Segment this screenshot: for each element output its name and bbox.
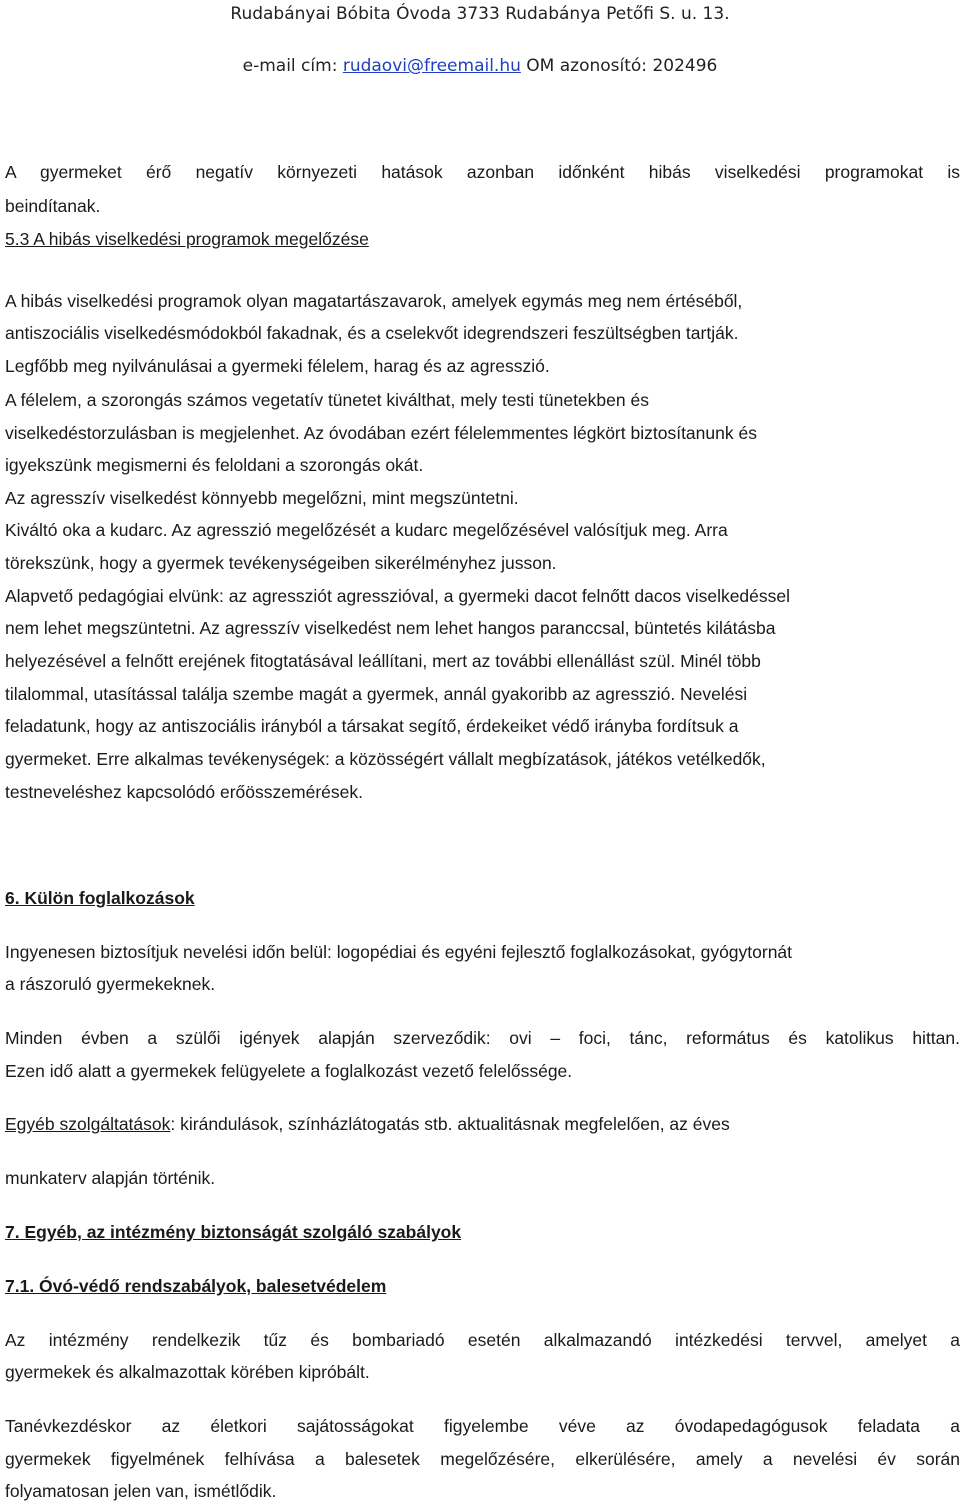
section-6-p2-line: Ezen idő alatt a gyermekek felügyelete a foglalkozást vezető felelőssége.	[5, 1061, 573, 1081]
para-line: feladatunk, hogy az antiszociális irányból a társakat segítő, érdekeiket védő irányba fordítsuk a	[5, 716, 739, 736]
para-line: törekszünk, hogy a gyermek tevékenységeiben sikerélményhez jusson.	[5, 553, 557, 573]
para-line: tilalommal, utasítással találja szembe magát a gyermek, annál gyakoribb az agresszió. Nevelési	[5, 684, 748, 704]
para-line: nem lehet megszüntetni. Az agresszív viselkedést nem lehet hangos paranccsal, büntetés kilátásba	[5, 618, 776, 638]
section-7-p2-line: folyamatosan jelen van, ismétlődik.	[5, 1481, 277, 1501]
para-line: Alapvető pedagógiai elvünk: az agressziót agresszióval, a gyermeki dacot felnőtt dacos viselkedéssel	[5, 586, 791, 606]
section-6-p3-line	[5, 1114, 960, 1135]
section-6-p3-line: munkaterv alapján történik.	[5, 1168, 216, 1188]
other-services-label: Egyéb szolgáltatások	[5, 1114, 171, 1134]
para-line: testneveléshez kapcsolódó erőösszemérések.	[5, 782, 363, 802]
section-5-3-heading-text: 5.3 A hibás viselkedési programok megelőzése	[5, 229, 369, 249]
para-line: igyekszünk megismerni és feloldani a szorongás okát.	[5, 455, 424, 475]
para-line: helyezésével a felnőtt erejének fitogtatásával leállítani, mert az további ellenállást szül. Minél több	[5, 651, 761, 671]
intro-line-1: A gyermeket érő negatív környezeti hatások azonban időnként hibás viselkedési programokat is	[5, 162, 960, 182]
section-7-p1-line: gyermekek és alkalmazottak körében kipróbált.	[5, 1362, 370, 1382]
para-line: gyermeket. Erre alkalmas tevékenységek: a közösségért vállalt megbízatások, játékos vetélkedők,	[5, 749, 766, 769]
section-5-3-heading	[5, 229, 960, 250]
email-label: e-mail cím:	[242, 56, 343, 76]
section-6-heading-text: 6. Külön foglalkozások	[5, 888, 195, 908]
section-7-p2-line: gyermekek figyelmének felhívása a balesetek megelőzésére, elkerülésére, amely a nevelési év során	[5, 1449, 960, 1469]
header-line-address: Rudabányai Bóbita Óvoda 3733 Rudabánya Petőfi S. u. 13.	[230, 4, 730, 24]
para-line: antiszociális viselkedésmódokból fakadnak, és a cselekvőt idegrendszeri feszültségben tartják.	[5, 323, 739, 343]
section-6-heading	[5, 888, 960, 909]
section-7-heading-text: 7. Egyéb, az intézmény biztonságát szolgáló szabályok	[5, 1222, 462, 1242]
section-6-p1-line: Ingyenesen biztosítjuk nevelési időn belül: logopédiai és egyéni fejlesztő foglalkozásokat, gyógytornát	[5, 942, 793, 962]
para-line: Legfőbb meg nyilvánulásai a gyermeki félelem, harag és az agresszió.	[5, 356, 550, 376]
intro-line-2: beindítanak.	[5, 196, 101, 216]
section-6-p1-line: a rászoruló gyermekeknek.	[5, 974, 216, 994]
section-7-p2-line: Tanévkezdéskor az életkori sajátosságokat figyelembe véve az óvodapedagógusok feladata a	[5, 1416, 960, 1436]
para-line: A hibás viselkedési programok olyan magatartászavarok, amelyek egymás meg nem értéséből,	[5, 291, 743, 311]
section-7-1-heading	[5, 1276, 960, 1297]
para-line: A félelem, a szorongás számos vegetatív tünetet kiválthat, mely testi tünetekben és	[5, 390, 649, 410]
para-line: Az agresszív viselkedést könnyebb megelőzni, mint megszüntetni.	[5, 488, 519, 508]
section-7-p1-line: Az intézmény rendelkezik tűz és bombariadó esetén alkalmazandó intézkedési tervvel, amelyet a	[5, 1330, 960, 1350]
other-services-text: : kirándulások, színházlátogatás stb. aktualitásnak megfelelően, az éves	[170, 1114, 730, 1134]
section-7-heading	[5, 1222, 960, 1243]
para-line: Kiváltó oka a kudarc. Az agresszió megelőzését a kudarc megelőzésével valósítjuk meg. Arra	[5, 520, 728, 540]
email-link[interactable]: rudaovi@freemail.hu	[342, 56, 521, 76]
section-6-p2-line: Minden évben a szülői igények alapján szerveződik: ovi – foci, tánc, református és katolikus hittan.	[5, 1028, 960, 1048]
header-line-contact	[0, 56, 960, 76]
para-line: viselkedéstorzulásban is megjelenhet. Az óvodában ezért félelemmentes légkört biztosítanunk és	[5, 423, 757, 443]
om-id: OM azonosító: 202496	[520, 56, 718, 76]
section-7-1-heading-text: 7.1. Óvó-védő rendszabályok, balesetvédelem	[5, 1276, 387, 1296]
